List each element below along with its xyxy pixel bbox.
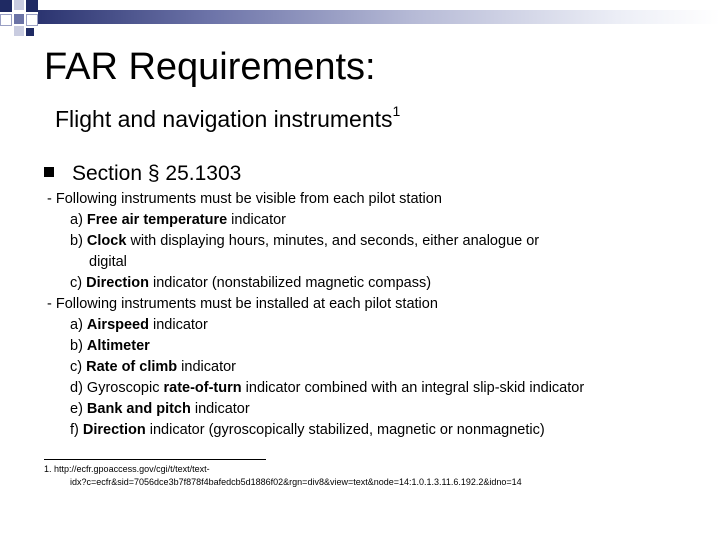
item-bold: Airspeed bbox=[86, 317, 149, 333]
item-bold: rate-of-turn bbox=[163, 380, 242, 396]
item-suffix: indicator bbox=[227, 212, 286, 228]
list-item bbox=[70, 273, 431, 294]
item-suffix: indicator combined with an integral slip-skid indicator bbox=[241, 380, 585, 396]
item-bold: Direction bbox=[82, 422, 146, 438]
footnote-line bbox=[44, 463, 210, 475]
item-suffix: indicator (gyroscopically stabilized, magnetic or nonmagnetic) bbox=[145, 422, 545, 438]
item-bold: Free air temperature bbox=[86, 212, 228, 228]
list-item bbox=[70, 357, 236, 378]
list-item bbox=[70, 231, 539, 252]
item-suffix: indicator bbox=[148, 317, 208, 333]
deco-square bbox=[26, 14, 38, 26]
slide-subtitle bbox=[55, 104, 400, 134]
item-prefix: b) bbox=[70, 233, 87, 249]
item-prefix: e) bbox=[70, 401, 87, 417]
group-intro-visible: - Following instruments must be visible from each pilot station bbox=[47, 191, 442, 207]
list-item-continuation: digital bbox=[89, 254, 127, 270]
footnote-url-part2[interactable]: idx?c=ecfr&sid=7056dce3b7f878f4bafedcb5d1886f02&rgn=div8&view=text&node=14:1.0.1.3.11.6.192.2&idno=14 bbox=[70, 477, 522, 487]
list-item bbox=[70, 210, 286, 231]
item-prefix: d) Gyroscopic bbox=[70, 380, 164, 396]
item-prefix: a) bbox=[70, 317, 87, 333]
item-bold: Clock bbox=[86, 233, 127, 249]
item-bold: Altimeter bbox=[86, 338, 150, 354]
deco-square bbox=[14, 26, 24, 36]
deco-square bbox=[26, 0, 38, 12]
header-gradient-bar bbox=[38, 10, 720, 24]
deco-square bbox=[0, 14, 12, 26]
list-item bbox=[70, 336, 150, 357]
section-bullet bbox=[44, 160, 241, 188]
item-prefix: c) bbox=[70, 359, 87, 375]
list-item bbox=[70, 420, 545, 441]
list-item bbox=[70, 315, 208, 336]
item-bold: Direction bbox=[86, 275, 149, 291]
item-suffix: indicator bbox=[190, 401, 250, 417]
deco-square bbox=[14, 0, 24, 10]
item-prefix: c) bbox=[70, 275, 87, 291]
footnote-url-part1[interactable]: http://ecfr.gpoaccess.gov/cgi/t/text/text- bbox=[54, 464, 210, 474]
list-item bbox=[70, 378, 584, 399]
item-suffix: indicator (nonstabilized magnetic compass) bbox=[148, 275, 432, 291]
item-bold: Rate of climb bbox=[86, 359, 178, 375]
item-prefix: f) bbox=[70, 422, 83, 438]
deco-square bbox=[0, 0, 12, 12]
footnote-marker: 1. bbox=[44, 464, 52, 474]
deco-square bbox=[26, 28, 34, 36]
footnote-ref: 1 bbox=[392, 103, 401, 119]
deco-square bbox=[14, 14, 24, 24]
slide-title: FAR Requirements: bbox=[44, 46, 376, 88]
footnote-divider bbox=[44, 459, 266, 460]
list-item bbox=[70, 399, 250, 420]
section-label: Section § 25.1303 bbox=[72, 162, 242, 185]
subtitle-text: Flight and navigation instruments bbox=[55, 106, 393, 132]
square-bullet-icon bbox=[44, 167, 54, 177]
item-bold: Bank and pitch bbox=[86, 401, 191, 417]
item-prefix: a) bbox=[70, 212, 87, 228]
item-prefix: b) bbox=[70, 338, 87, 354]
group-intro-installed: - Following instruments must be installed at each pilot station bbox=[47, 296, 438, 312]
item-suffix: with displaying hours, minutes, and seconds, either analogue or bbox=[126, 233, 540, 249]
item-suffix: indicator bbox=[177, 359, 236, 375]
